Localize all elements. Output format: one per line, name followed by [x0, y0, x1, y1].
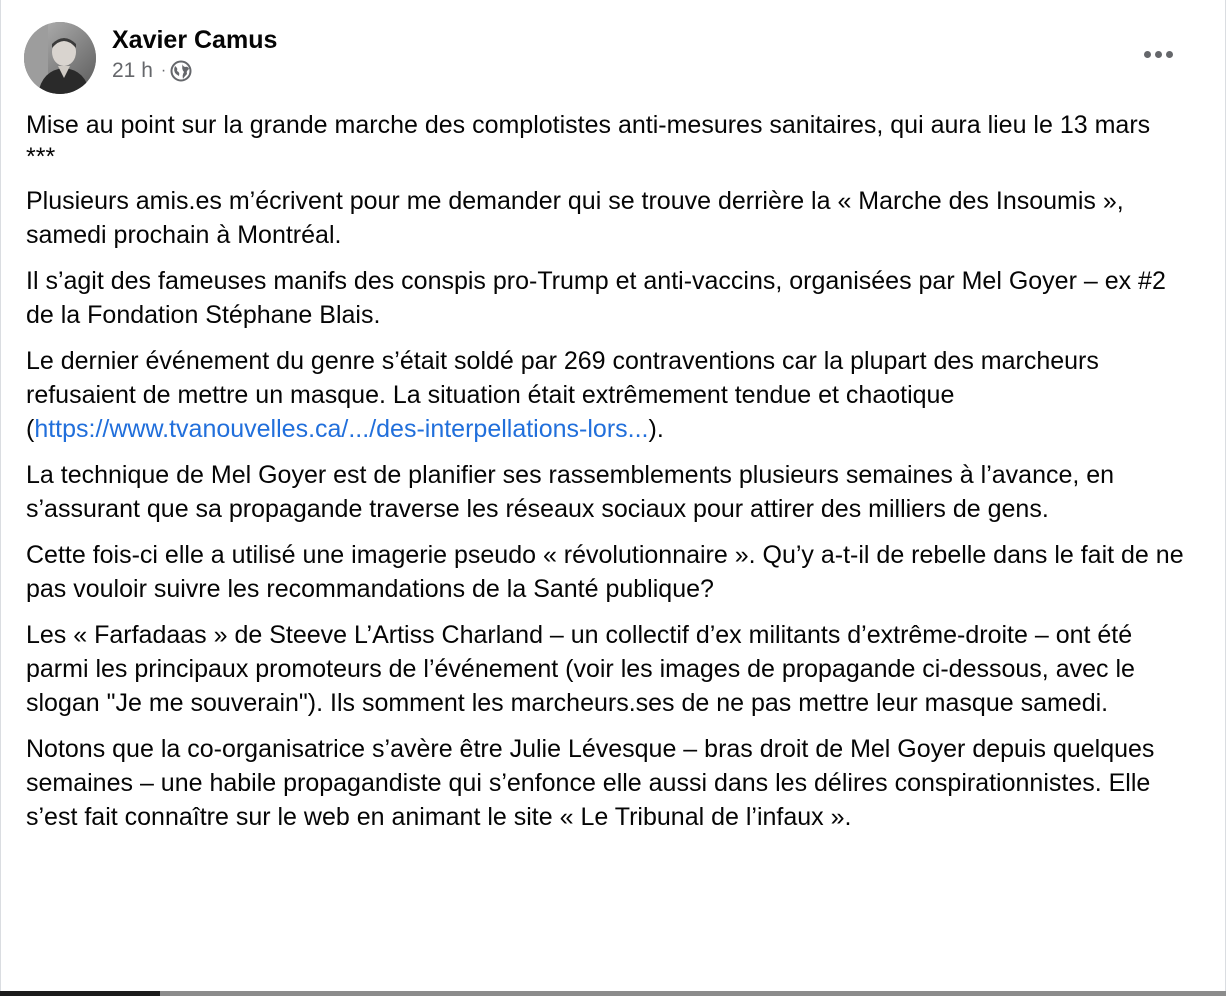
post-subline [112, 58, 277, 84]
more-options-icon [1144, 51, 1151, 58]
post-header [24, 22, 277, 94]
post-paragraph: Les « Farfadaas » de Steeve L’Artiss Charland – un collectif d’ex militants d’extrême-droite – ont été parmi les principaux promoteurs de l’événement (voir les images de propagande ci-dessous, avec le slogan "Je me souverain"). Ils somment les marcheurs.ses de ne pas mettre leur masque samedi. [26, 621, 1135, 717]
post-paragraph: Plusieurs amis.es m’écrivent pour me demander qui se trouve derrière la « Marche des Insoumis », samedi prochain à Montréal. [26, 187, 1124, 249]
post-body [26, 108, 1192, 846]
post-paragraph-with-link [26, 344, 1192, 446]
separator-dot: · [160, 62, 167, 79]
scrollbar-thumb[interactable] [160, 991, 1226, 996]
globe-icon[interactable] [170, 60, 192, 82]
post-paragraph: Il s’agit des fameuses manifs des conspis pro-Trump et anti-vaccins, organisées par Mel Goyer – ex #2 de la Fondation Stéphane Blais. [26, 267, 1166, 329]
post-paragraph: Cette fois-ci elle a utilisé une imagerie pseudo « révolutionnaire ». Qu’y a-t-il de rebelle dans le fait de ne pas vouloir suivre les recommandations de la Santé publique? [26, 541, 1184, 603]
post-paragraph: La technique de Mel Goyer est de planifier ses rassemblements plusieurs semaines à l’avance, en s’assurant que sa propagande traverse les réseaux sociaux pour attirer des milliers de gens. [26, 461, 1115, 523]
author-name[interactable]: Xavier Camus [112, 26, 278, 54]
post-timestamp[interactable]: 21 h [112, 59, 153, 82]
paragraph-text: Le dernier événement du genre s’était soldé par 269 contraventions car la plupart des marcheurs refusaient de mettre un masque. La situation était extrêmement tendue et chaotique ( [26, 347, 1099, 443]
more-options-button[interactable] [1136, 36, 1180, 72]
paragraph-text: ). [648, 415, 664, 443]
article-link[interactable]: https://www.tvanouvelles.ca/.../des-interpellations-lors... [34, 415, 649, 443]
post-separator-stars: *** [26, 143, 56, 171]
post-paragraph: Notons que la co-organisatrice s’avère être Julie Lévesque – bras droit de Mel Goyer depuis quelques semaines – une habile propagandiste qui s’enfonce elle aussi dans les délires conspirationnistes. Elle s’est fait connaître sur le web en animant le site « Le Tribunal de l’infaux ». [26, 735, 1155, 831]
post-paragraph-intro [26, 108, 1192, 172]
post-meta [112, 22, 277, 84]
horizontal-scrollbar[interactable] [0, 991, 1226, 996]
avatar[interactable] [24, 22, 96, 94]
post-headline: Mise au point sur la grande marche des complotistes anti-mesures sanitaires, qui aura lieu le 13 mars [26, 111, 1151, 139]
avatar-image [24, 22, 96, 94]
